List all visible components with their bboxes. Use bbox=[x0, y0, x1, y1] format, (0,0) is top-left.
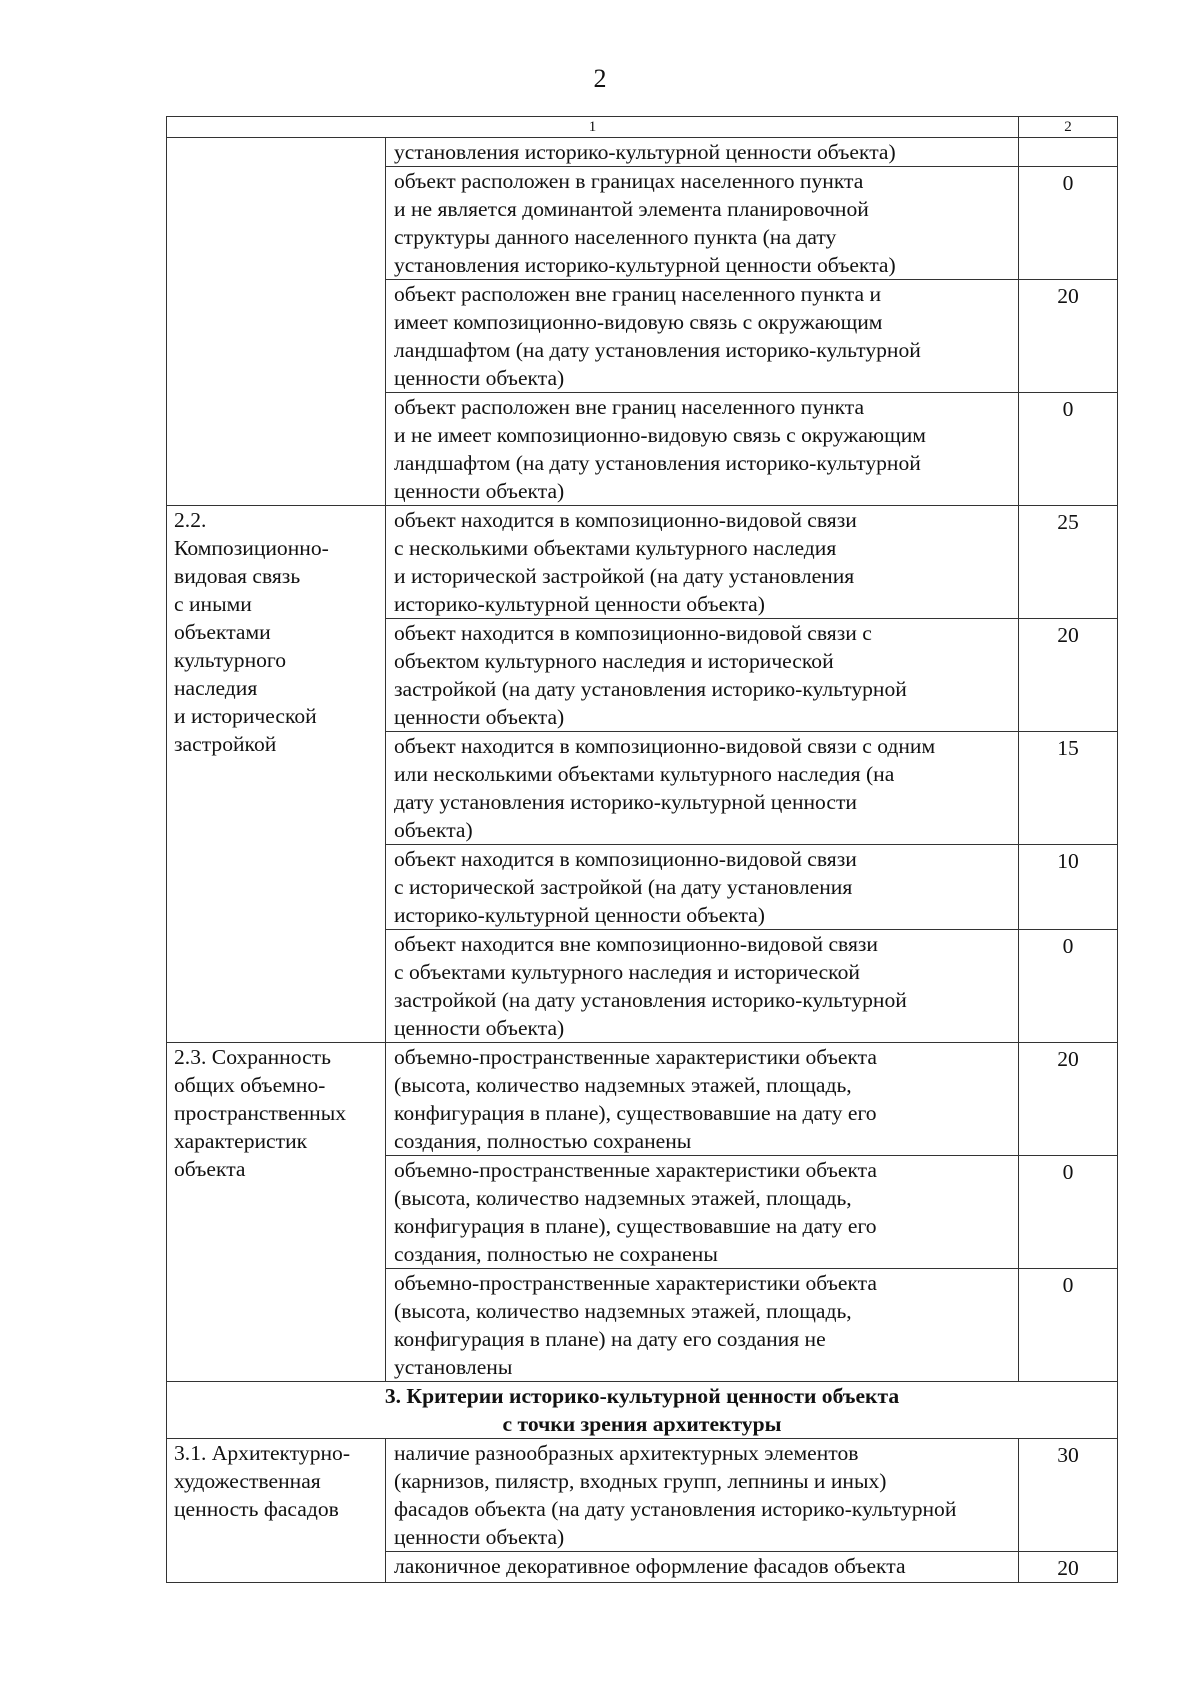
text-line: объект находится в композиционно-видовой связи bbox=[394, 508, 857, 532]
text-line: структуры данного населенного пункта (на дату bbox=[394, 225, 837, 249]
text-line: (высота, количество надземных этажей, площадь, bbox=[394, 1299, 852, 1323]
description-cell bbox=[386, 930, 1019, 1043]
text-line: ландшафтом (на дату установления историко-культурной bbox=[394, 451, 921, 475]
text-line: создания, полностью не сохранены bbox=[394, 1242, 718, 1266]
text-line: объектом культурного наследия и исторической bbox=[394, 649, 834, 673]
text-line: и не имеет композиционно-видовую связь с окружающим bbox=[394, 423, 926, 447]
text-line: имеет композиционно-видовую связь с окружающим bbox=[394, 310, 883, 334]
text-line: застройкой (на дату установления историко-культурной bbox=[394, 988, 907, 1012]
score-cell: 0 bbox=[1019, 1156, 1118, 1269]
score-cell: 0 bbox=[1019, 167, 1118, 280]
text-line: объект находится в композиционно-видовой связи с одним bbox=[394, 734, 936, 758]
text-line: с точки зрения архитектуры bbox=[502, 1412, 782, 1436]
description-cell bbox=[386, 280, 1019, 393]
text-line: наследия bbox=[174, 676, 258, 700]
text-line: ценности объекта) bbox=[394, 705, 565, 729]
text-line: Композиционно- bbox=[174, 536, 329, 560]
page-number: 2 bbox=[593, 64, 607, 93]
score-cell: 25 bbox=[1019, 506, 1118, 619]
text-line: с несколькими объектами культурного наследия bbox=[394, 536, 837, 560]
text-line: пространственных bbox=[174, 1101, 347, 1125]
text-line: ландшафтом (на дату установления историко-культурной bbox=[394, 338, 921, 362]
column-number-1: 1 bbox=[167, 117, 1019, 138]
criterion-cell bbox=[167, 1043, 386, 1382]
text-line: с иными bbox=[174, 592, 252, 616]
criterion-cell bbox=[167, 138, 386, 506]
description-cell bbox=[386, 619, 1019, 732]
text-line: и исторической застройкой (на дату установления bbox=[394, 564, 855, 588]
text-line: общих объемно- bbox=[174, 1073, 326, 1097]
score-cell: 20 bbox=[1019, 619, 1118, 732]
text-line: 3.1. Архитектурно- bbox=[174, 1441, 351, 1465]
text-line: конфигурация в плане) на дату его создания не bbox=[394, 1327, 826, 1351]
text-line: и не является доминантой элемента планировочной bbox=[394, 197, 869, 221]
text-line: фасадов объекта (на дату установления историко-культурной bbox=[394, 1497, 957, 1521]
text-line: 2.3. Сохранность bbox=[174, 1045, 331, 1069]
description-cell bbox=[386, 1439, 1019, 1552]
text-line: конфигурация в плане), существовавшие на дату его bbox=[394, 1101, 877, 1125]
description-cell bbox=[386, 1269, 1019, 1382]
text-line: ценности объекта) bbox=[394, 479, 565, 503]
text-line: видовая связь bbox=[174, 564, 301, 588]
text-line: объект расположен в границах населенного пункта bbox=[394, 169, 864, 193]
description-cell bbox=[386, 138, 1019, 167]
text-line: объемно-пространственные характеристики объекта bbox=[394, 1271, 877, 1295]
text-line: лаконичное декоративное оформление фасадов объекта bbox=[394, 1554, 906, 1578]
text-line: культурного bbox=[174, 648, 287, 672]
score-cell: 0 bbox=[1019, 393, 1118, 506]
text-line: установлены bbox=[394, 1355, 513, 1379]
text-line: с объектами культурного наследия и исторической bbox=[394, 960, 860, 984]
text-line: объект расположен вне границ населенного пункта bbox=[394, 395, 865, 419]
description-cell bbox=[386, 506, 1019, 619]
score-cell: 30 bbox=[1019, 1439, 1118, 1552]
table-row bbox=[167, 1043, 1118, 1156]
text-line: объектами bbox=[174, 620, 271, 644]
score-cell: 0 bbox=[1019, 1269, 1118, 1382]
text-line: (высота, количество надземных этажей, площадь, bbox=[394, 1186, 852, 1210]
text-line: объект находится вне композиционно-видовой связи bbox=[394, 932, 878, 956]
text-line: объекта) bbox=[394, 818, 473, 842]
text-line: застройкой bbox=[174, 732, 277, 756]
text-line: ценность фасадов bbox=[174, 1497, 339, 1521]
score-cell: 20 bbox=[1019, 280, 1118, 393]
text-line: создания, полностью сохранены bbox=[394, 1129, 692, 1153]
score-cell bbox=[1019, 138, 1118, 167]
text-line: и исторической bbox=[174, 704, 317, 728]
text-line: установления историко-культурной ценности объекта) bbox=[394, 253, 896, 277]
text-line: характеристик bbox=[174, 1129, 308, 1153]
description-cell bbox=[386, 1043, 1019, 1156]
section-heading bbox=[167, 1382, 1118, 1439]
score-cell: 15 bbox=[1019, 732, 1118, 845]
description-cell bbox=[386, 1552, 1019, 1583]
text-line: 2.2. bbox=[174, 508, 207, 532]
text-line: конфигурация в плане), существовавшие на дату его bbox=[394, 1214, 877, 1238]
score-cell: 10 bbox=[1019, 845, 1118, 930]
text-line: (карнизов, пилястр, входных групп, лепнины и иных) bbox=[394, 1469, 887, 1493]
criterion-cell bbox=[167, 1439, 386, 1583]
text-line: дату установления историко-культурной ценности bbox=[394, 790, 857, 814]
text-line: или несколькими объектами культурного наследия (на bbox=[394, 762, 895, 786]
description-cell bbox=[386, 732, 1019, 845]
description-cell bbox=[386, 393, 1019, 506]
text-line: объект находится в композиционно-видовой связи bbox=[394, 847, 857, 871]
text-line: объекта bbox=[174, 1157, 246, 1181]
criterion-cell bbox=[167, 506, 386, 1043]
text-line: ценности объекта) bbox=[394, 1016, 565, 1040]
table-row bbox=[167, 138, 1118, 167]
table-row bbox=[167, 506, 1118, 619]
table-row bbox=[167, 1439, 1118, 1552]
text-line: ценности объекта) bbox=[394, 1525, 565, 1549]
text-line: с исторической застройкой (на дату установления bbox=[394, 875, 853, 899]
text-line: застройкой (на дату установления историко-культурной bbox=[394, 677, 907, 701]
text-line: объемно-пространственные характеристики объекта bbox=[394, 1158, 877, 1182]
text-line: наличие разнообразных архитектурных элементов bbox=[394, 1441, 859, 1465]
text-line: художественная bbox=[174, 1469, 321, 1493]
text-line: объект расположен вне границ населенного пункта и bbox=[394, 282, 882, 306]
text-line: историко-культурной ценности объекта) bbox=[394, 903, 765, 927]
score-cell: 0 bbox=[1019, 930, 1118, 1043]
text-line: установления историко-культурной ценности объекта) bbox=[394, 140, 896, 164]
score-cell: 20 bbox=[1019, 1552, 1118, 1583]
text-line: 3. Критерии историко-культурной ценности объекта bbox=[384, 1384, 900, 1408]
description-cell bbox=[386, 845, 1019, 930]
description-cell bbox=[386, 1156, 1019, 1269]
score-cell: 20 bbox=[1019, 1043, 1118, 1156]
text-line: объемно-пространственные характеристики объекта bbox=[394, 1045, 877, 1069]
text-line: (высота, количество надземных этажей, площадь, bbox=[394, 1073, 852, 1097]
text-line: историко-культурной ценности объекта) bbox=[394, 592, 765, 616]
section-heading-row bbox=[167, 1382, 1118, 1439]
description-cell bbox=[386, 167, 1019, 280]
column-number-2: 2 bbox=[1019, 117, 1118, 138]
text-line: ценности объекта) bbox=[394, 366, 565, 390]
text-line: объект находится в композиционно-видовой связи с bbox=[394, 621, 872, 645]
column-number-row bbox=[167, 117, 1118, 138]
criteria-table bbox=[166, 116, 1118, 1583]
